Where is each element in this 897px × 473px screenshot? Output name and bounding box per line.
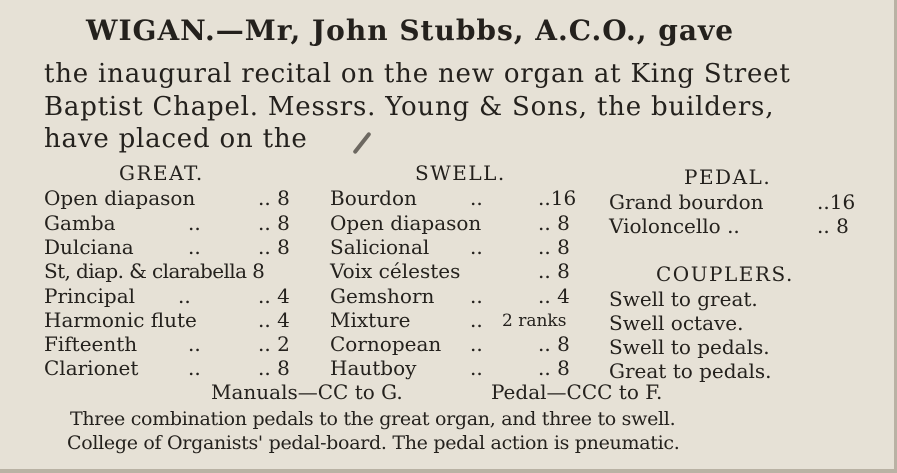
great-stop-name: Clarionet xyxy=(44,356,139,380)
great-stop-name: Dulciana xyxy=(44,235,134,259)
great-stop-size: .. 4 xyxy=(258,308,290,332)
pedal-stop-name: Grand bourdon xyxy=(609,190,764,214)
swell-stop-name: Mixture xyxy=(330,308,411,332)
great-stop-name: Fifteenth xyxy=(44,332,138,356)
great-stop-dots: .. xyxy=(188,332,201,356)
swell-stop-dots: .. xyxy=(470,186,483,210)
great-stop-dots: .. xyxy=(188,356,201,380)
pedal-compass: Pedal—CCC to F. xyxy=(491,380,663,404)
great-stop-name: Principal xyxy=(44,284,136,308)
great-stop-dots: .. xyxy=(178,284,191,308)
great-stop-name: Open diapason xyxy=(44,186,196,210)
swell-stop-size: .. 8 xyxy=(538,332,570,356)
swell-stop-name: Salicional xyxy=(330,235,430,259)
great-stop-dots: .. xyxy=(188,211,201,235)
great-stop-dots: .. xyxy=(188,235,201,259)
swell-stop-dots: .. xyxy=(470,235,483,259)
swell-stop-size: .. 8 xyxy=(538,356,570,380)
great-stop-size: .. 8 xyxy=(258,211,290,235)
pencil-mark xyxy=(352,132,371,155)
swell-stop-size: .. 4 xyxy=(538,284,570,308)
great-stop-size: .. 8 xyxy=(258,186,290,210)
couplers-title: COUPLERS. xyxy=(656,262,794,286)
heading-line-3: Baptist Chapel. Messrs. Young & Sons, the builders, xyxy=(44,92,775,122)
coupler-item: Swell to pedals. xyxy=(609,335,770,359)
great-stop-size: .. 8 xyxy=(258,356,290,380)
footer-line-2: College of Organists' pedal-board. The pedal action is pneumatic. xyxy=(67,432,680,454)
coupler-item: Great to pedals. xyxy=(609,359,772,383)
great-stop-size: .. 8 xyxy=(258,235,290,259)
swell-stop-size: .. 8 xyxy=(538,211,570,235)
swell-stop-size: .. 8 xyxy=(538,235,570,259)
great-stop-size: .. 4 xyxy=(258,284,290,308)
swell-stop-name: Cornopean xyxy=(330,332,442,356)
swell-stop-name: Open diapason xyxy=(330,211,482,235)
great-stop-size: .. 2 xyxy=(258,332,290,356)
great-title: GREAT. xyxy=(119,161,204,185)
swell-stop-name: Voix célestes xyxy=(330,259,461,283)
swell-stop-name: Bourdon xyxy=(330,186,417,210)
swell-stop-dots: .. xyxy=(470,356,483,380)
pedal-stop-size: ..16 xyxy=(817,190,856,214)
swell-stop-size: ..16 xyxy=(538,186,577,210)
swell-stop-dots: .. xyxy=(470,308,483,332)
great-stop-name: St, diap. & clarabella 8 xyxy=(44,259,265,283)
swell-stop-dots: .. xyxy=(470,284,483,308)
swell-stop-name: Hautboy xyxy=(330,356,417,380)
swell-stop-name: Gemshorn xyxy=(330,284,435,308)
heading-line-1: WIGAN.—Mr, John Stubbs, A.C.O., gave xyxy=(86,14,735,47)
pedal-title: PEDAL. xyxy=(684,165,772,189)
swell-stop-size: .. 8 xyxy=(538,259,570,283)
great-stop-name: Gamba xyxy=(44,211,116,235)
pedal-stop-size: .. 8 xyxy=(817,214,849,238)
heading-line-2: the inaugural recital on the new organ at King Street xyxy=(44,59,791,89)
pedal-stop-name: Violoncello .. xyxy=(609,214,740,238)
great-stop-name: Harmonic flute xyxy=(44,308,197,332)
coupler-item: Swell to great. xyxy=(609,287,758,311)
coupler-item: Swell octave. xyxy=(609,311,744,335)
swell-stop-size: 2 ranks xyxy=(502,311,567,331)
swell-title: SWELL. xyxy=(415,161,506,185)
heading-line-4: have placed on the xyxy=(44,124,308,154)
footer-line-1: Three combination pedals to the great organ, and three to swell. xyxy=(70,408,676,430)
swell-stop-dots: .. xyxy=(470,332,483,356)
manuals-compass: Manuals—CC to G. xyxy=(211,380,403,404)
